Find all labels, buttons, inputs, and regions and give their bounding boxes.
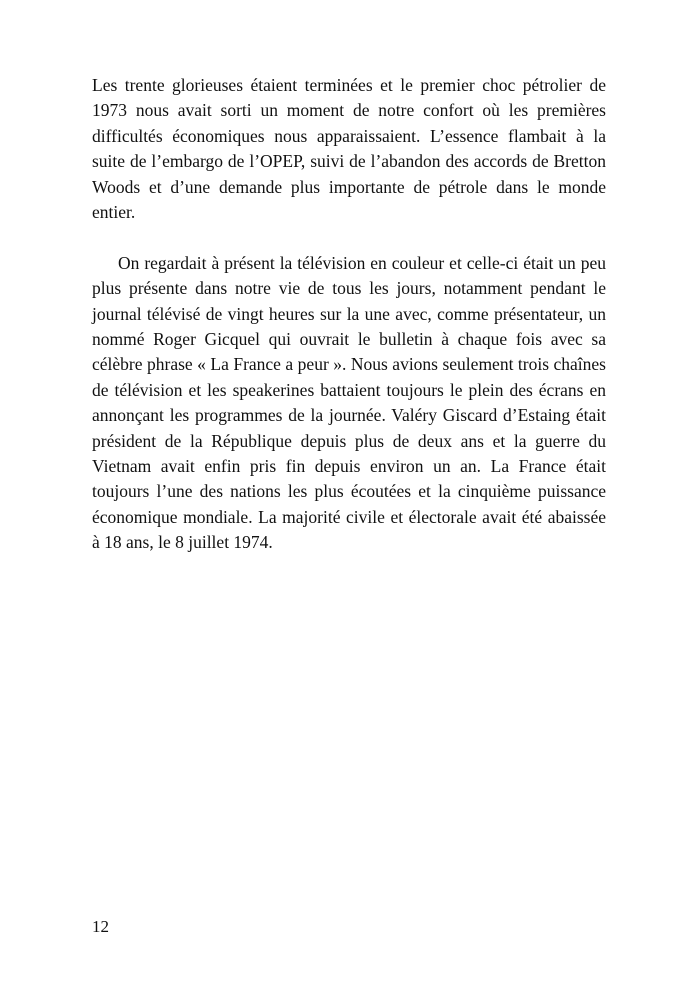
paragraph-1: Les trente glorieuses étaient terminées et le premier choc pétrolier de 1973 nous avait sorti un moment de notre confort où les premières difficultés économiques nous apparaissaient. L’essence flambait à la suite de l’embargo de l’OPEP, suivi de l’abandon des accords de Bretton Woods et d’une demande plus importante de pétrole dans le monde entier. (92, 75, 606, 223)
page-number: 12 (92, 917, 109, 936)
body-text (92, 73, 606, 556)
paragraph-2: On regardait à présent la télévision en couleur et celle-ci était un peu plus présente dans notre vie de tous les jours, notamment pendant le journal télévisé de vingt heures sur la une avec, comme présentateur, un nommé Roger Gicquel qui ouvrait le bulletin à chaque fois avec sa célèbre phrase « La France a peur ». Nous avions seulement trois chaînes de télévision et les speakerines battaient toujours le plein des écrans en annonçant les programmes de la journée. Valéry Giscard d’Estaing était président de la République depuis plus de deux ans et la guerre du Vietnam avait enfin pris fin depuis environ un an. La France était toujours l’une des nations les plus écoutées et la cinquième puissance économique mondiale. La majorité civile et électorale avait été abaissée à 18 ans, le 8 juillet 1974. (92, 252, 606, 553)
